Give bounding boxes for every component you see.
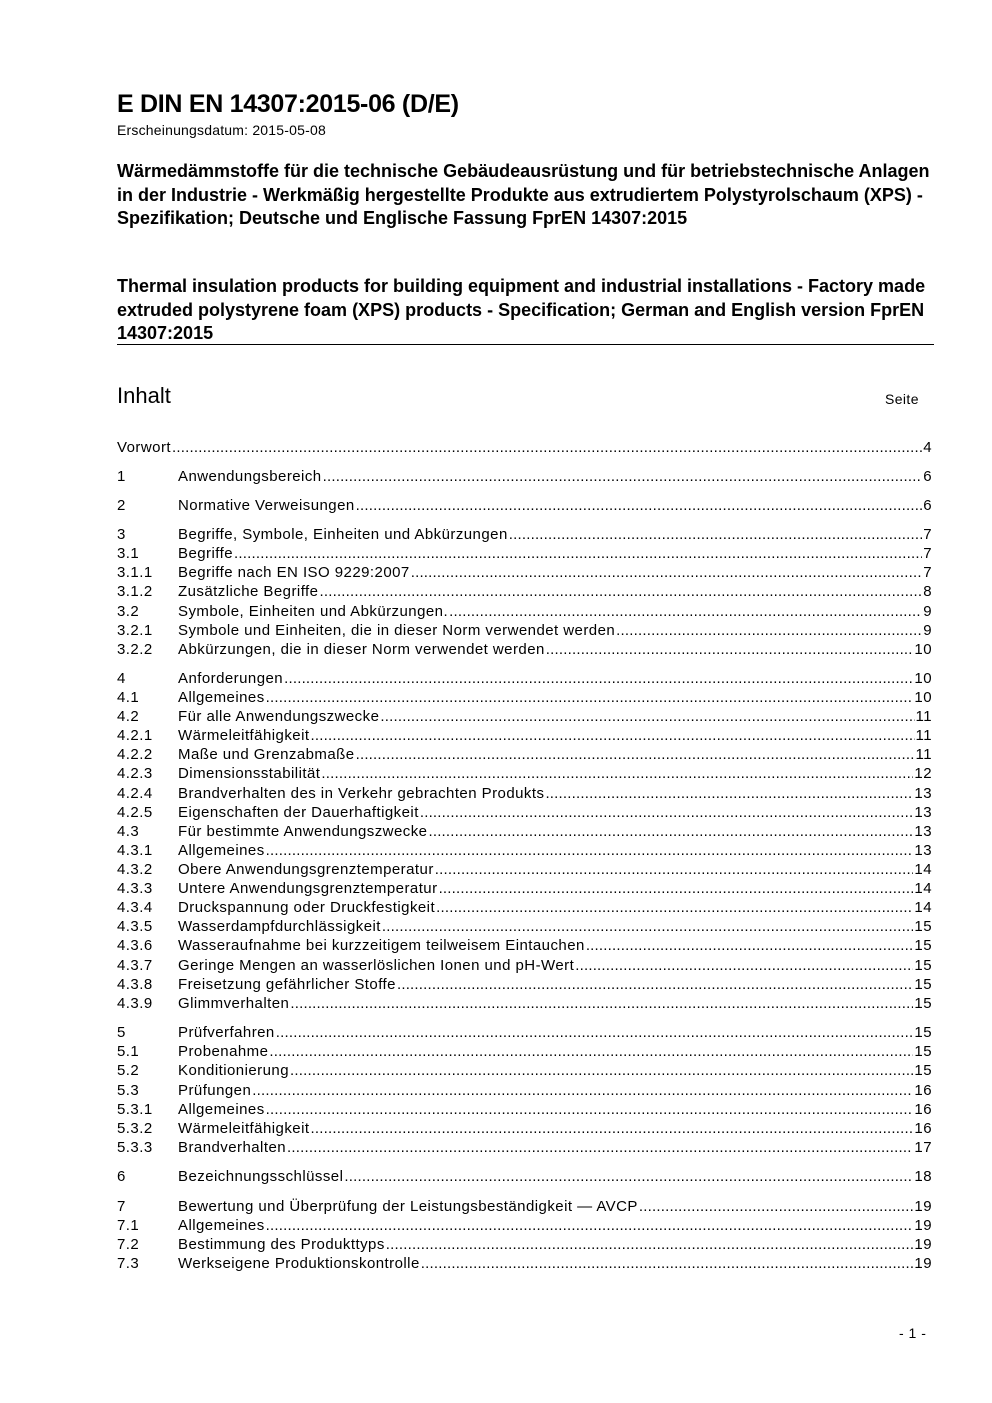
- toc-entry[interactable]: [117, 746, 932, 765]
- toc-entry-title: Bezeichnungsschlüssel: [178, 1168, 344, 1185]
- toc-entry-page: 17: [914, 1139, 932, 1156]
- toc-entry-number: 4.3.2: [117, 861, 153, 878]
- toc-entry-title: Allgemeines: [178, 1101, 265, 1118]
- toc-leader-dots: [546, 641, 914, 658]
- toc-entry-page: 15: [914, 1024, 932, 1041]
- toc-entry-title: Symbole und Einheiten, die in dieser Norm verwendet werden: [178, 622, 616, 639]
- toc-entry-page: 11: [915, 746, 932, 763]
- toc-entry[interactable]: [117, 765, 932, 784]
- toc-entry-number: 4.3.5: [117, 918, 153, 935]
- toc-entry-page: 7: [923, 564, 932, 581]
- toc-entry[interactable]: [117, 670, 932, 689]
- page-number: - 1 -: [899, 1325, 927, 1341]
- toc-entry-page: 6: [923, 497, 932, 514]
- toc-entry-page: 16: [914, 1101, 932, 1118]
- toc-entry-page: 19: [914, 1198, 932, 1215]
- toc-leader-dots: [276, 1024, 914, 1041]
- toc-leader-dots: [380, 708, 914, 725]
- toc-leader-dots: [310, 727, 914, 744]
- toc-entry[interactable]: [117, 1198, 932, 1217]
- toc-entry[interactable]: [117, 1168, 932, 1187]
- toc-entry-page: 11: [915, 727, 932, 744]
- toc-entry-title: Brandverhalten: [178, 1139, 287, 1156]
- toc-entry[interactable]: [117, 880, 932, 899]
- toc-entry[interactable]: [117, 1082, 932, 1101]
- toc-entry[interactable]: [117, 1024, 932, 1043]
- toc-entry-title: Bestimmung des Produkttyps: [178, 1236, 385, 1253]
- toc-entry-page: 16: [914, 1120, 932, 1137]
- toc-leader-dots: [266, 689, 914, 706]
- toc-leader-dots: [290, 995, 913, 1012]
- toc-entry-page: 15: [914, 995, 932, 1012]
- toc-entry-title: Obere Anwendungsgrenztemperatur: [178, 861, 434, 878]
- toc-entry-title: Allgemeines: [178, 689, 265, 706]
- toc-entry-number: 5.1: [117, 1043, 140, 1060]
- toc-entry-number: 3.1.1: [117, 564, 153, 581]
- toc-entry-page: 15: [914, 957, 932, 974]
- toc-leader-dots: [411, 564, 923, 581]
- toc-entry-number: 2: [117, 497, 126, 514]
- toc-entry-number: 7.1: [117, 1217, 140, 1234]
- toc-entry-page: 10: [914, 689, 932, 706]
- toc-leader-dots: [421, 1255, 914, 1272]
- toc-entry-title: Brandverhalten des in Verkehr gebrachten Produkts: [178, 785, 545, 802]
- toc-leader-dots: [436, 899, 913, 916]
- toc-leader-dots: [386, 1236, 914, 1253]
- toc-leader-dots: [575, 957, 913, 974]
- toc-entry-number: 4.3.6: [117, 937, 153, 954]
- toc-entry-number: 4.2.4: [117, 785, 153, 802]
- toc-entry-page: 13: [914, 804, 932, 821]
- toc-entry-number: 5.3.2: [117, 1120, 153, 1137]
- toc-entry-page: 12: [914, 765, 932, 782]
- toc-entry[interactable]: [117, 641, 932, 660]
- toc-entry-title: Für alle Anwendungszwecke: [178, 708, 380, 725]
- toc-entry-title: Vorwort: [117, 439, 172, 456]
- toc-leader-dots: [290, 1062, 913, 1079]
- toc-entry[interactable]: [117, 564, 932, 583]
- toc-entry-page: 14: [914, 880, 932, 897]
- toc-leader-dots: [310, 1120, 913, 1137]
- toc-leader-dots: [586, 937, 914, 954]
- toc-entry-page: 15: [914, 1043, 932, 1060]
- toc-entry[interactable]: [117, 1043, 932, 1062]
- toc-entry[interactable]: [117, 937, 932, 956]
- toc-entry-title: Druckspannung oder Druckfestigkeit: [178, 899, 436, 916]
- toc-entry[interactable]: [117, 899, 932, 918]
- toc-leader-dots: [545, 785, 913, 802]
- toc-entry-page: 15: [914, 937, 932, 954]
- toc-entry-page: 4: [923, 439, 932, 456]
- toc-entry-page: 7: [923, 545, 932, 562]
- toc-entry-title: Wärmeleitfähigkeit: [178, 727, 310, 744]
- toc-entry-title: Allgemeines: [178, 842, 265, 859]
- toc-entry-number: 3.2.2: [117, 641, 153, 658]
- toc-entry-number: 4.3.9: [117, 995, 153, 1012]
- toc-entry-title: Werkseigene Produktionskontrolle: [178, 1255, 420, 1272]
- toc-entry[interactable]: [117, 439, 932, 458]
- toc-leader-dots: [428, 823, 913, 840]
- toc-entry-number: 4.3.3: [117, 880, 153, 897]
- toc-entry-number: 3.2: [117, 603, 140, 620]
- toc-entry-title: Prüfungen: [178, 1082, 252, 1099]
- toc-entry-title: Glimmverhalten: [178, 995, 290, 1012]
- toc-leader-dots: [287, 1139, 913, 1156]
- toc-entry-page: 9: [923, 622, 932, 639]
- toc-entry-page: 6: [923, 468, 932, 485]
- toc-entry[interactable]: [117, 1062, 932, 1081]
- toc-entry-title: Anwendungsbereich: [178, 468, 322, 485]
- toc-entry-title: Begriffe: [178, 545, 234, 562]
- toc-entry-number: 4.2.3: [117, 765, 153, 782]
- toc-leader-dots: [356, 497, 923, 514]
- toc-entry-number: 3: [117, 526, 126, 543]
- toc-entry[interactable]: [117, 957, 932, 976]
- toc-entry-title: Wasserdampfdurchlässigkeit: [178, 918, 381, 935]
- toc-entry-number: 1: [117, 468, 126, 485]
- toc-entry-title: Geringe Mengen an wasserlöslichen Ionen und pH-Wert: [178, 957, 575, 974]
- toc-entry[interactable]: [117, 1217, 932, 1236]
- toc-leader-dots: [435, 861, 914, 878]
- toc-heading: Inhalt: [117, 383, 171, 408]
- toc-leader-dots: [344, 1168, 913, 1185]
- toc-leader-dots: [266, 1217, 914, 1234]
- toc-leader-dots: [323, 468, 923, 485]
- toc-entry-page: 14: [914, 861, 932, 878]
- toc-entry[interactable]: [117, 918, 932, 937]
- toc-leader-dots: [266, 1101, 914, 1118]
- toc-entry[interactable]: [117, 689, 932, 708]
- toc-entry-page: 19: [914, 1255, 932, 1272]
- toc-entry-page: 11: [915, 708, 932, 725]
- toc-entry-page: 8: [923, 583, 932, 600]
- toc-entry-number: 7.2: [117, 1236, 140, 1253]
- toc-leader-dots: [616, 622, 922, 639]
- toc-leader-dots: [269, 1043, 913, 1060]
- toc-entry[interactable]: [117, 727, 932, 746]
- toc-entry-title: Symbole, Einheiten und Abkürzungen.: [178, 603, 449, 620]
- toc-entry-number: 4.1: [117, 689, 140, 706]
- toc-entry-title: Zusätzliche Begriffe: [178, 583, 319, 600]
- toc-entry-number: 4.3.8: [117, 976, 153, 993]
- toc-entry-number: 3.2.1: [117, 622, 153, 639]
- toc-entry-page: 7: [923, 526, 932, 543]
- toc-entry-title: Begriffe nach EN ISO 9229:2007: [178, 564, 410, 581]
- toc-entry[interactable]: [117, 1255, 932, 1274]
- toc-leader-dots: [172, 439, 922, 456]
- toc-entry[interactable]: [117, 603, 932, 622]
- title-english: Thermal insulation products for building equipment and industrial installations - Factory made extruded polystyrene foam (XPS) products - Specification; German and English version FprEN 14307:2015: [117, 276, 926, 343]
- toc-entry[interactable]: [117, 1139, 932, 1158]
- toc-entry-number: 4.2.5: [117, 804, 153, 821]
- toc-entry-title: Normative Verweisungen: [178, 497, 355, 514]
- toc-entry-title: Begriffe, Symbole, Einheiten und Abkürzungen: [178, 526, 508, 543]
- toc-entry-title: Eigenschaften der Dauerhaftigkeit: [178, 804, 419, 821]
- toc-leader-dots: [397, 976, 913, 993]
- toc-entry[interactable]: [117, 785, 932, 804]
- title-divider: [117, 344, 934, 345]
- toc-entry[interactable]: [117, 583, 932, 602]
- toc-entry-number: 4.2.1: [117, 727, 153, 744]
- toc-entry-page: 10: [914, 670, 932, 687]
- toc-entry-number: 3.1.2: [117, 583, 153, 600]
- toc-entry[interactable]: [117, 804, 932, 823]
- toc-entry-number: 5: [117, 1024, 126, 1041]
- toc-leader-dots: [509, 526, 922, 543]
- toc-entry[interactable]: [117, 1120, 932, 1139]
- toc-entry-page: 9: [923, 603, 932, 620]
- title-german: Wärmedämmstoffe für die technische Gebäudeausrüstung und für betriebstechnische Anlagen in der Industrie - Werkmäßig hergestellte Produkte aus extrudiertem Polystyrolschaum (XPS) - Spezifikation; Deutsche und Englische Fassung FprEN 14307:2015: [117, 161, 930, 228]
- toc-leader-dots: [234, 545, 922, 562]
- toc-leader-dots: [266, 842, 914, 859]
- toc-entry-number: 4.3.1: [117, 842, 153, 859]
- toc-entry-title: Wärmeleitfähigkeit: [178, 1120, 310, 1137]
- toc-entry-title: Abkürzungen, die in dieser Norm verwendet werden: [178, 641, 545, 658]
- toc-entry[interactable]: [117, 842, 932, 861]
- toc-leader-dots: [319, 583, 922, 600]
- toc-leader-dots: [252, 1082, 913, 1099]
- toc-entry-title: Dimensionsstabilität: [178, 765, 321, 782]
- toc-entry[interactable]: [117, 468, 932, 487]
- toc-entry-number: 6: [117, 1168, 126, 1185]
- toc-entry-page: 18: [914, 1168, 932, 1185]
- toc-entry-number: 4.2: [117, 708, 140, 725]
- toc-entry[interactable]: [117, 708, 932, 727]
- toc-entry-number: 4.2.2: [117, 746, 153, 763]
- toc-entry-title: Prüfverfahren: [178, 1024, 275, 1041]
- toc-entry[interactable]: [117, 1101, 932, 1120]
- toc-entry-number: 7.3: [117, 1255, 140, 1272]
- toc-entry[interactable]: [117, 995, 932, 1014]
- toc-entry-title: Untere Anwendungsgrenztemperatur: [178, 880, 438, 897]
- toc-entry-number: 5.3.1: [117, 1101, 153, 1118]
- toc-entry-page: 13: [914, 823, 932, 840]
- toc-entry-title: Für bestimmte Anwendungszwecke: [178, 823, 428, 840]
- toc-entry-number: 3.1: [117, 545, 140, 562]
- toc-entry[interactable]: [117, 976, 932, 995]
- toc-entry-page: 19: [914, 1217, 932, 1234]
- toc-entry-number: 4.3: [117, 823, 140, 840]
- toc-leader-dots: [356, 746, 915, 763]
- toc-entry-title: Freisetzung gefährlicher Stoffe: [178, 976, 396, 993]
- toc-entry-title: Maße und Grenzabmaße: [178, 746, 355, 763]
- toc-leader-dots: [321, 765, 913, 782]
- toc-entry-page: 10: [914, 641, 932, 658]
- toc-leader-dots: [284, 670, 913, 687]
- toc-entry[interactable]: [117, 861, 932, 880]
- toc-entry-page: 19: [914, 1236, 932, 1253]
- toc-entry-number: 4.3.4: [117, 899, 153, 916]
- toc-entry-page: 13: [914, 785, 932, 802]
- toc-leader-dots: [439, 880, 914, 897]
- document-code: E DIN EN 14307:2015-06 (D/E): [117, 90, 459, 118]
- toc-entry-page: 16: [914, 1082, 932, 1099]
- toc-entry-number: 5.3: [117, 1082, 140, 1099]
- toc-entry-number: 5.3.3: [117, 1139, 153, 1156]
- toc-entry[interactable]: [117, 545, 932, 564]
- toc-entry[interactable]: [117, 823, 932, 842]
- toc-entry-title: Anforderungen: [178, 670, 284, 687]
- toc-entry-page: 15: [914, 976, 932, 993]
- toc-leader-dots: [420, 804, 914, 821]
- toc-entry-title: Bewertung und Überprüfung der Leistungsbeständigkeit — AVCP: [178, 1198, 638, 1215]
- toc-entry-number: 4: [117, 670, 126, 687]
- toc-entry[interactable]: [117, 1236, 932, 1255]
- toc-entry-title: Allgemeines: [178, 1217, 265, 1234]
- toc-entry-title: Probenahme: [178, 1043, 269, 1060]
- toc-leader-dots: [382, 918, 914, 935]
- toc-leader-dots: [639, 1198, 914, 1215]
- toc-entry[interactable]: [117, 526, 932, 545]
- publication-date: Erscheinungsdatum: 2015-05-08: [117, 122, 326, 138]
- toc-entry-number: 5.2: [117, 1062, 140, 1079]
- toc-entry-number: 7: [117, 1198, 126, 1215]
- toc-entry-number: 4.3.7: [117, 957, 153, 974]
- toc-entry[interactable]: [117, 497, 932, 516]
- toc-entry[interactable]: [117, 622, 932, 641]
- toc-entry-page: 14: [914, 899, 932, 916]
- toc-leader-dots: [449, 603, 922, 620]
- toc-page-label: Seite: [885, 391, 919, 407]
- toc-entry-title: Wasseraufnahme bei kurzzeitigem teilweisem Eintauchen: [178, 937, 585, 954]
- toc-entry-page: 15: [914, 918, 932, 935]
- toc-entry-page: 15: [914, 1062, 932, 1079]
- toc-entry-page: 13: [914, 842, 932, 859]
- toc-entry-title: Konditionierung: [178, 1062, 289, 1079]
